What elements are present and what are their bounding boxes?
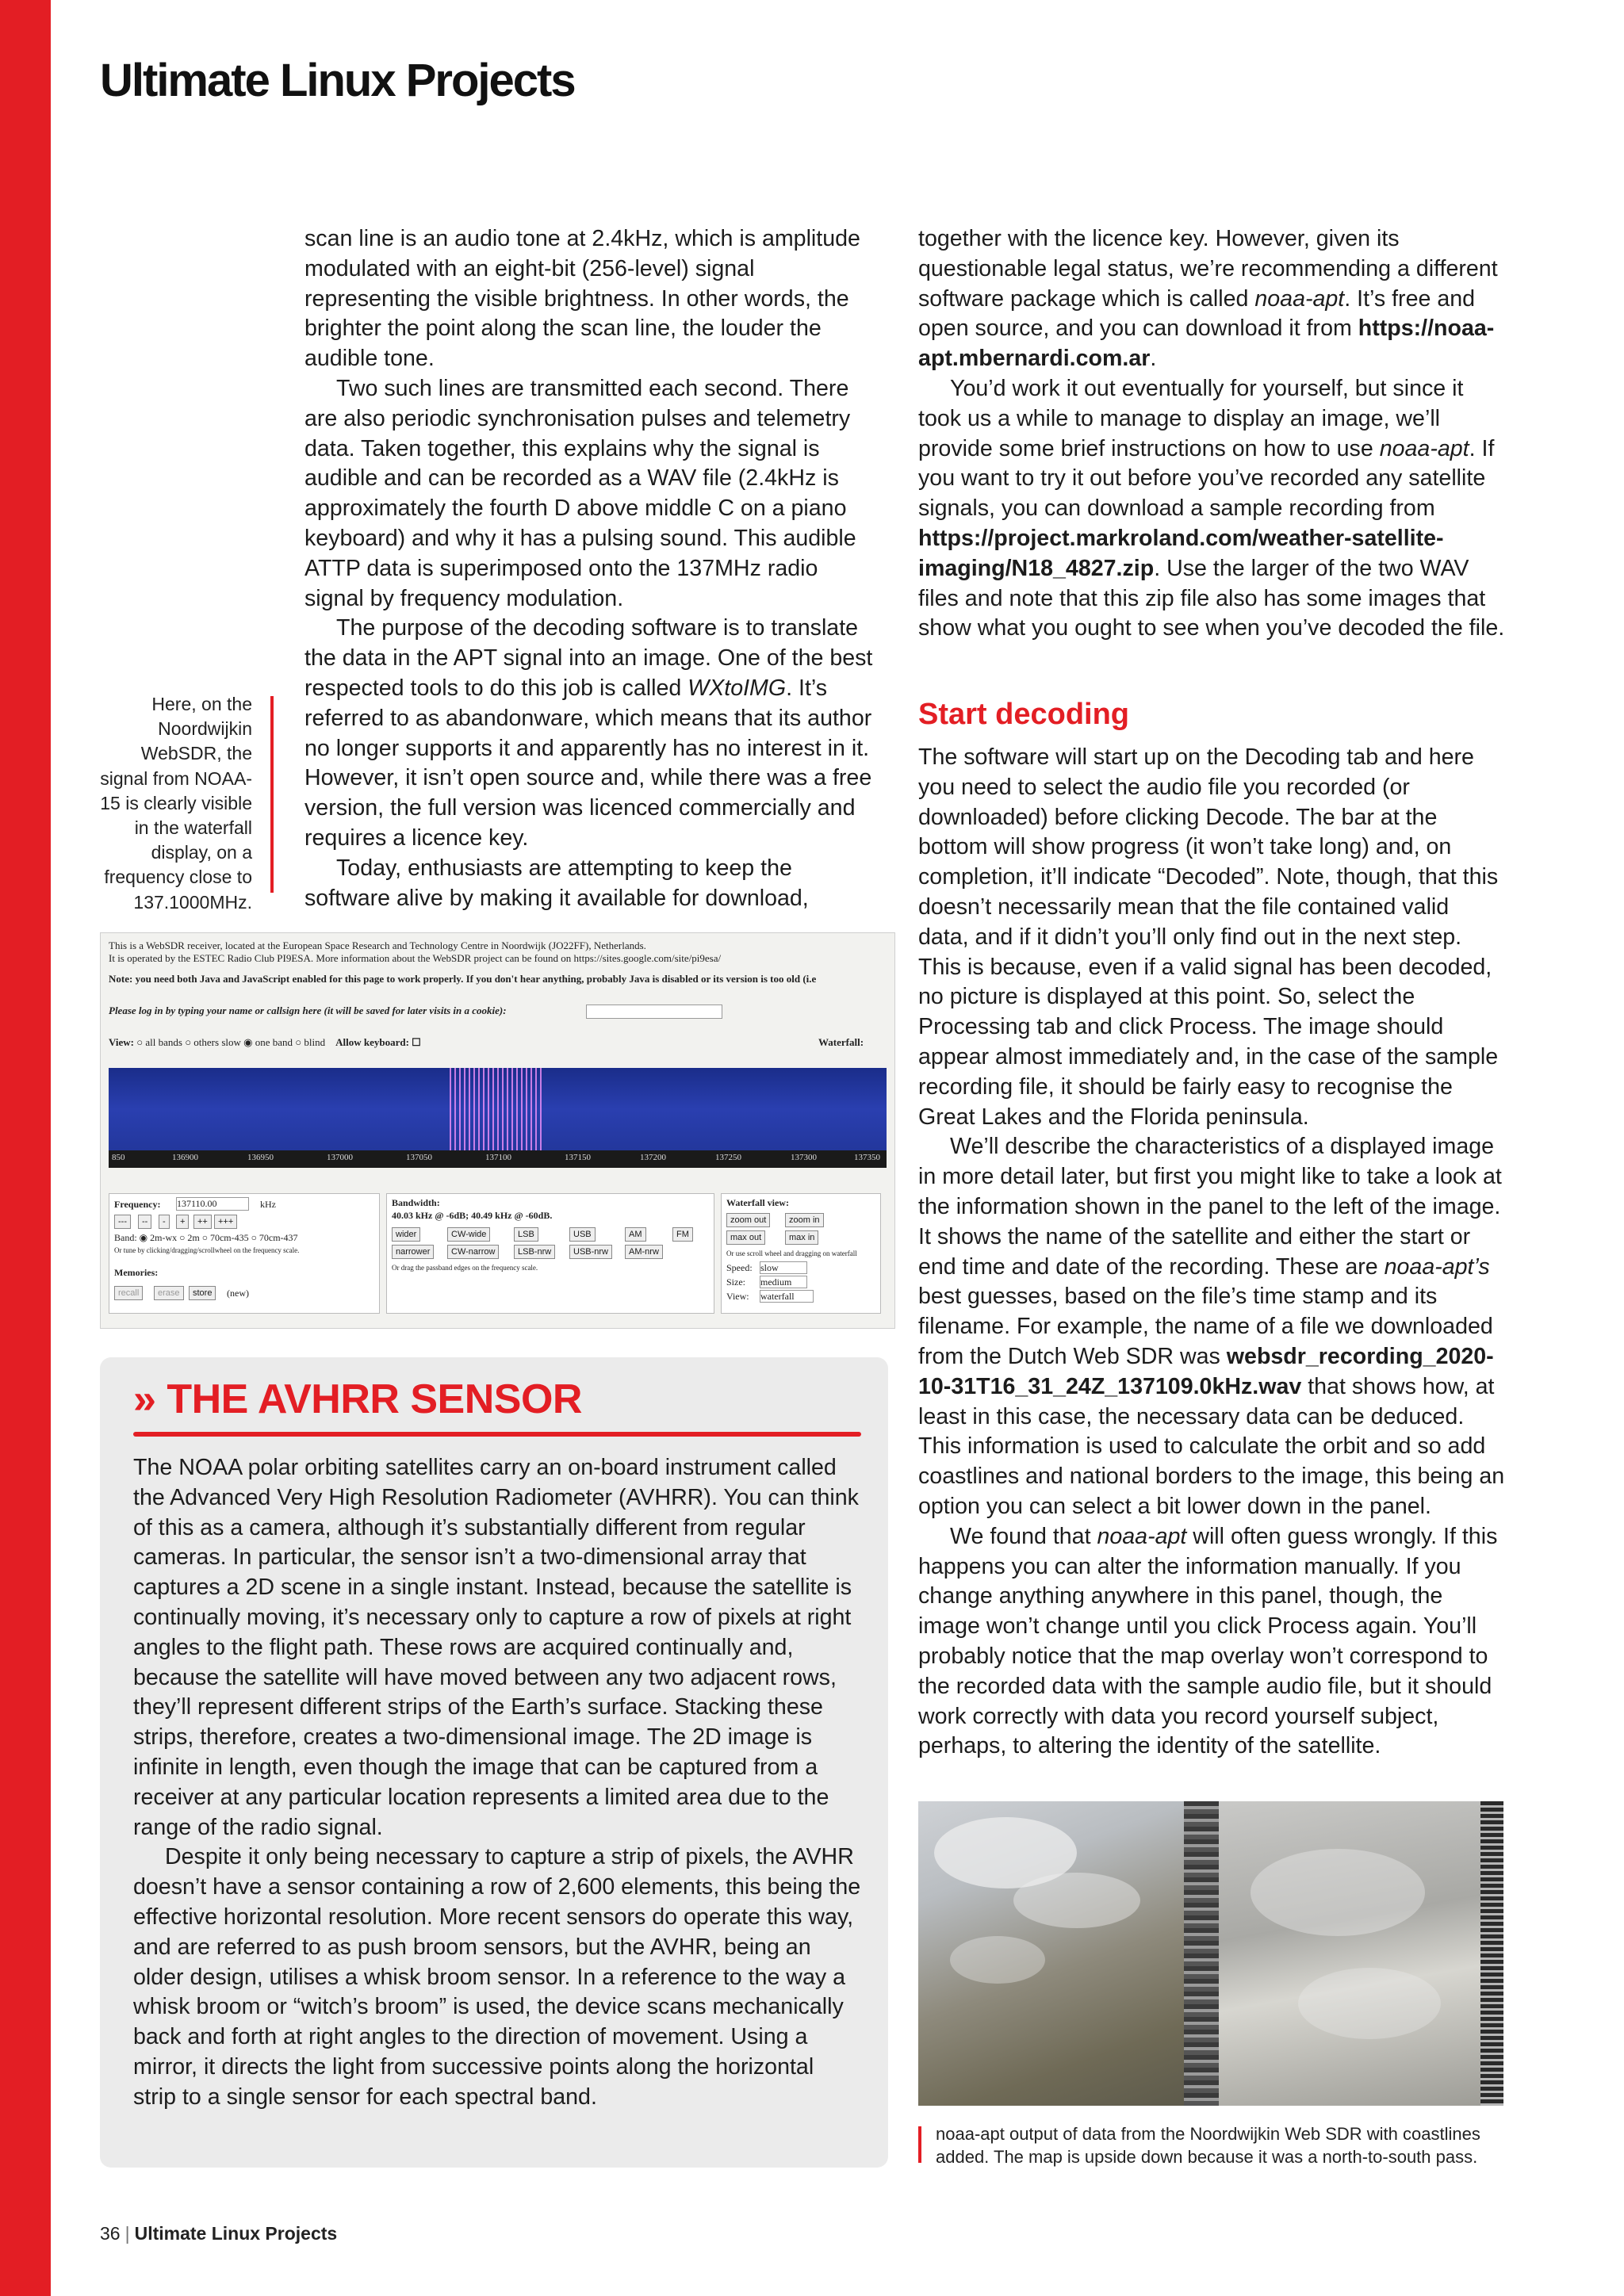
waterfall-display[interactable] (109, 1068, 887, 1150)
caption-accent-bar (918, 2126, 921, 2163)
size-select[interactable]: medium (760, 1276, 807, 1288)
screenshot-text: Note: you need both Java and JavaScript enabled for this page to work properly. If you don't hear anything, probably Java is disabled or its version is too old (i.e (109, 973, 817, 985)
satellite-visible-channel (918, 1801, 1184, 2106)
paragraph: Two such lines are transmitted each second. There are also periodic synchronisation pulses and telemetry data. Taken together, this explains why the signal is audible and can be recorded as a WAV file (2.4kHz is approximately the fourth D above middle C on a piano keyboard) and why it has a pulsing sound. This audible ATTP data is superimposed onto the 137MHz radio signal by frequency modulation. (304, 375, 856, 611)
section-heading: Start decoding (918, 698, 1130, 731)
paragraph: We’ll describe the characteristics of a displayed image in more detail later, but first you might like to take a look at the information shown in the panel to the left of the image. It shows the name of the satellite and either the start or end time and date of the recording. These are noaa-apt’s best guesses, based on the file’s time stamp and its filename. For example, the name of a file we downloaded from the Dutch Web SDR was websdr_recording_2020-10-31T16_31_24Z_137109.0kHz.wav that shows how, at least in this case, the necessary data can be deduced. This information is used to calculate the orbit and so add coastlines and national borders to the image, this being an option you can select a bit lower down in the panel. (918, 1134, 1505, 1519)
page-number: 36 (100, 2223, 121, 2244)
article-column-2 (918, 224, 1505, 644)
step-button[interactable]: - (159, 1215, 170, 1229)
screenshot-caption: Here, on the Noordwijkin WebSDR, the signal from NOAA-15 is clearly visible in the waterfall display, on a frequency close to 137.1000MHz. (100, 694, 252, 913)
max-out-button[interactable]: max out (726, 1230, 765, 1245)
paragraph: together with the licence key. However, given its questionable legal status, we’re recommending a different software package which is called noaa-apt. It’s free and open source, and you can download it from https://noaa-apt.mbernardi.com.ar. (918, 226, 1498, 372)
boxout-title: » THE AVHRR SENSOR (133, 1376, 582, 1422)
freq-tick: 137100 (485, 1153, 511, 1162)
cw-narrow-button[interactable]: CW-narrow (447, 1245, 499, 1259)
article-column-1 (304, 224, 875, 913)
paragraph: scan line is an audio tone at 2.4kHz, which is amplitude modulated with an eight-bit (256-level) signal representing the visible brightness. In other words, the brighter the point along the scan line, the louder the audible tone. (304, 226, 860, 372)
zoom-out-button[interactable]: zoom out (726, 1213, 770, 1227)
sample-recording-link[interactable]: https://project.markroland.com/weather-satellite-imaging/N18_4827.zip (918, 525, 1444, 581)
waterfall-view-panel: Waterfall view: zoom out zoom in max out max in Or use scroll wheel and dragging on waterfall Speed: slow Size: medium View: waterfall (721, 1193, 881, 1314)
frequency-input[interactable]: 137110.00 (176, 1197, 249, 1211)
narrower-button[interactable]: narrower (392, 1245, 434, 1259)
satellite-image (918, 1801, 1503, 2106)
screenshot-text: It is operated by the ESTEC Radio Club PI9ESA. More information about the WebSDR project can be found on https://sites.google.com/site/pi9esa/ (109, 952, 722, 964)
cw-wide-button[interactable]: CW-wide (447, 1227, 490, 1242)
sync-strip (1184, 1801, 1219, 2106)
freq-tick: 137150 (565, 1153, 591, 1162)
callsign-input[interactable] (586, 1004, 722, 1019)
freq-tick: 850 (112, 1153, 125, 1162)
frequency-scale[interactable] (109, 1150, 887, 1168)
freq-tick: 137350 (854, 1153, 880, 1162)
view-options-row: View: ○ all bands ○ others slow ◉ one band ○ blind Allow keyboard: ☐ (109, 1036, 421, 1048)
paragraph: The NOAA polar orbiting satellites carry an on-board instrument called the Advanced Very High Resolution Radiometer (AVHRR). You can think of this as a camera, although it’s substantially different from regular cameras. In particular, the sensor isn’t a two-dimensional array that captures a 2D scene in a single instant. Instead, because the satellite is continually moving, it’s necessary only to capture a row of pixels at right angles to the flight path. These rows are acquired continually and, because the satellite will have moved between any two adjacent rows, they’ll represent different strips of the Earth’s surface. Stacking these strips, therefore, creates a two-dimensional image. The 2D image is infinite in length, even though the image that can be captured from a receiver at any particular location represents a limited area due to the range of the radio signal. (133, 1455, 859, 1840)
article-column-2-continued (918, 743, 1505, 1762)
freq-tick: 137050 (406, 1153, 432, 1162)
boxout-body (133, 1453, 861, 2113)
step-button[interactable]: ++ (193, 1215, 212, 1229)
example-filename: websdr_recording_2020-10-31T16_31_24Z_137109.0kHz.wav (918, 1343, 1494, 1399)
paragraph: We found that noaa-apt will often guess wrongly. If this happens you can alter the information manually. If you change anything anywhere in this panel, though, the image won’t change until you click Process again. You’ll probably notice that the map overlay won’t correspond to the recorded data with the sample audio file, but it should work correctly with data you record yourself subject, perhaps, to altering the identity of the satellite. (918, 1523, 1498, 1759)
footer-title: Ultimate Linux Projects (134, 2223, 338, 2244)
telemetry-strip (1480, 1801, 1503, 2106)
image-caption: noaa-apt output of data from the Noordwijkin Web SDR with coastlines added. The map is upside down because it was a north-to-south pass. (936, 2124, 1480, 2167)
bandwidth-panel: Bandwidth: 40.03 kHz @ -6dB; 40.49 kHz @ -60dB. wider CW-wide LSB USB AM FM narrower CW-narrow LSB-nrw USB-nrw AM-nrw Or drag the passband edges on the frequency scale. (386, 1193, 714, 1314)
paragraph: You’d work it out eventually for yourself, but since it took us a while to manage to display an image, we’ll provide some brief instructions on how to use noaa-apt. If you want to try it out before you’ve recorded any satellite signals, you can download a sample recording from https://project.markroland.com/weather-satellite-imaging/N18_4827.zip. Use the larger of the two WAV files and note that this zip file also has some images that show what you ought to see when you’ve decoded the file. (918, 375, 1505, 641)
freq-tick: 136900 (172, 1153, 198, 1162)
freq-tick: 136950 (247, 1153, 274, 1162)
download-link[interactable]: https://noaa-apt.mbernardi.com.ar (918, 316, 1495, 372)
fm-button[interactable]: FM (672, 1227, 693, 1242)
view-select[interactable]: waterfall (760, 1290, 814, 1303)
frequency-panel: Frequency: 137110.00 kHz --- -- - + ++ +++ Band: ◉ 2m-wx ○ 2m ○ 70cm-435 ○ 70cm-437 Or tune by clicking/dragging/scrollwheel on the frequency scale. Memories: recall erase store (new) (109, 1193, 380, 1314)
wider-button[interactable]: wider (392, 1227, 420, 1242)
paragraph: The software will start up on the Decoding tab and here you need to select the audio file you recorded (or downloaded) before clicking Decode. The bar at the bottom will show progress (it won’t take long) and, on completion, it’ll indicate “Decoded”. Note, though, that this doesn’t necessarily mean that the file contained valid data, and if it didn’t you’ll only find out in the next step. This is because, even if a valid signal has been decoded, no picture is displayed at this point. So, select the Processing tab and click Process. The image should appear almost immediately and, in the case of the sample recording file, it should be fairly easy to recognise the Great Lakes and the Florida peninsula. (918, 744, 1499, 1130)
page-edge-bar (0, 0, 51, 2296)
max-in-button[interactable]: max in (785, 1230, 818, 1245)
lsb-nrw-button[interactable]: LSB-nrw (514, 1245, 555, 1259)
zoom-in-button[interactable]: zoom in (785, 1213, 824, 1227)
websdr-screenshot (100, 932, 895, 1329)
freq-tick: 137250 (715, 1153, 741, 1162)
paragraph: The purpose of the decoding software is to translate the data in the APT signal into an image. One of the best respected tools to do this job is called WXtoIMG. It’s referred to as abandonware, which means that its author no longer supports it and apparently has no interest in it. However, it isn’t open source and, while there was a free version, the full version was licenced commercially and requires a licence key. (304, 615, 873, 851)
erase-button[interactable]: erase (154, 1286, 184, 1300)
speed-select[interactable]: slow (760, 1261, 807, 1274)
recall-button[interactable]: recall (114, 1286, 143, 1300)
screenshot-text: This is a WebSDR receiver, located at the European Space Research and Technology Centre in Noordwijk (JO22FF), Netherlands. (109, 939, 646, 951)
boxout-title-rule (133, 1432, 861, 1437)
caption-accent-bar (270, 696, 274, 893)
signal-trace (450, 1068, 545, 1150)
step-button[interactable]: -- (138, 1215, 151, 1229)
software-name: WXtoIMG (688, 675, 787, 701)
satellite-infrared-channel (1219, 1801, 1480, 2106)
screenshot-text: Please log in by typing your name or callsign here (it will be saved for later visits in a cookie): (109, 1004, 507, 1016)
usb-button[interactable]: USB (569, 1227, 596, 1242)
paragraph: Today, enthusiasts are attempting to keep the software alive by making it available for download, (304, 855, 809, 911)
lsb-button[interactable]: LSB (514, 1227, 538, 1242)
page-footer: 36 | Ultimate Linux Projects (100, 2223, 338, 2244)
step-button[interactable]: + (176, 1215, 189, 1229)
paragraph: Despite it only being necessary to capture a strip of pixels, the AVHR doesn’t have a sensor containing a row of 2,600 elements, this being the effective horizontal resolution. More recent sensors do operate this way, and are referred to as push broom sensors, but the AVHR, being an older design, utilises a whisk broom sensor. In a reference to the way a whisk broom or “witch’s broom” is used, the device scans mechanically back and forth at right angles to the direction of movement. Using a mirror, it directs the light from successive points along the horizontal strip to a single sensor for each spectral band. (133, 1844, 861, 2110)
freq-tick: 137000 (327, 1153, 353, 1162)
page-header-title: Ultimate Linux Projects (100, 55, 575, 106)
waterfall-label: Waterfall: (818, 1036, 864, 1048)
freq-tick: 137200 (640, 1153, 666, 1162)
freq-tick: 137300 (791, 1153, 817, 1162)
store-button[interactable]: store (189, 1286, 216, 1300)
usb-nrw-button[interactable]: USB-nrw (569, 1245, 612, 1259)
step-button[interactable]: +++ (214, 1215, 237, 1229)
am-nrw-button[interactable]: AM-nrw (625, 1245, 663, 1259)
am-button[interactable]: AM (625, 1227, 646, 1242)
band-radio-group[interactable]: ◉ 2m-wx ○ 2m ○ 70cm-435 ○ 70cm-437 (139, 1232, 298, 1243)
step-button[interactable]: --- (114, 1215, 131, 1229)
